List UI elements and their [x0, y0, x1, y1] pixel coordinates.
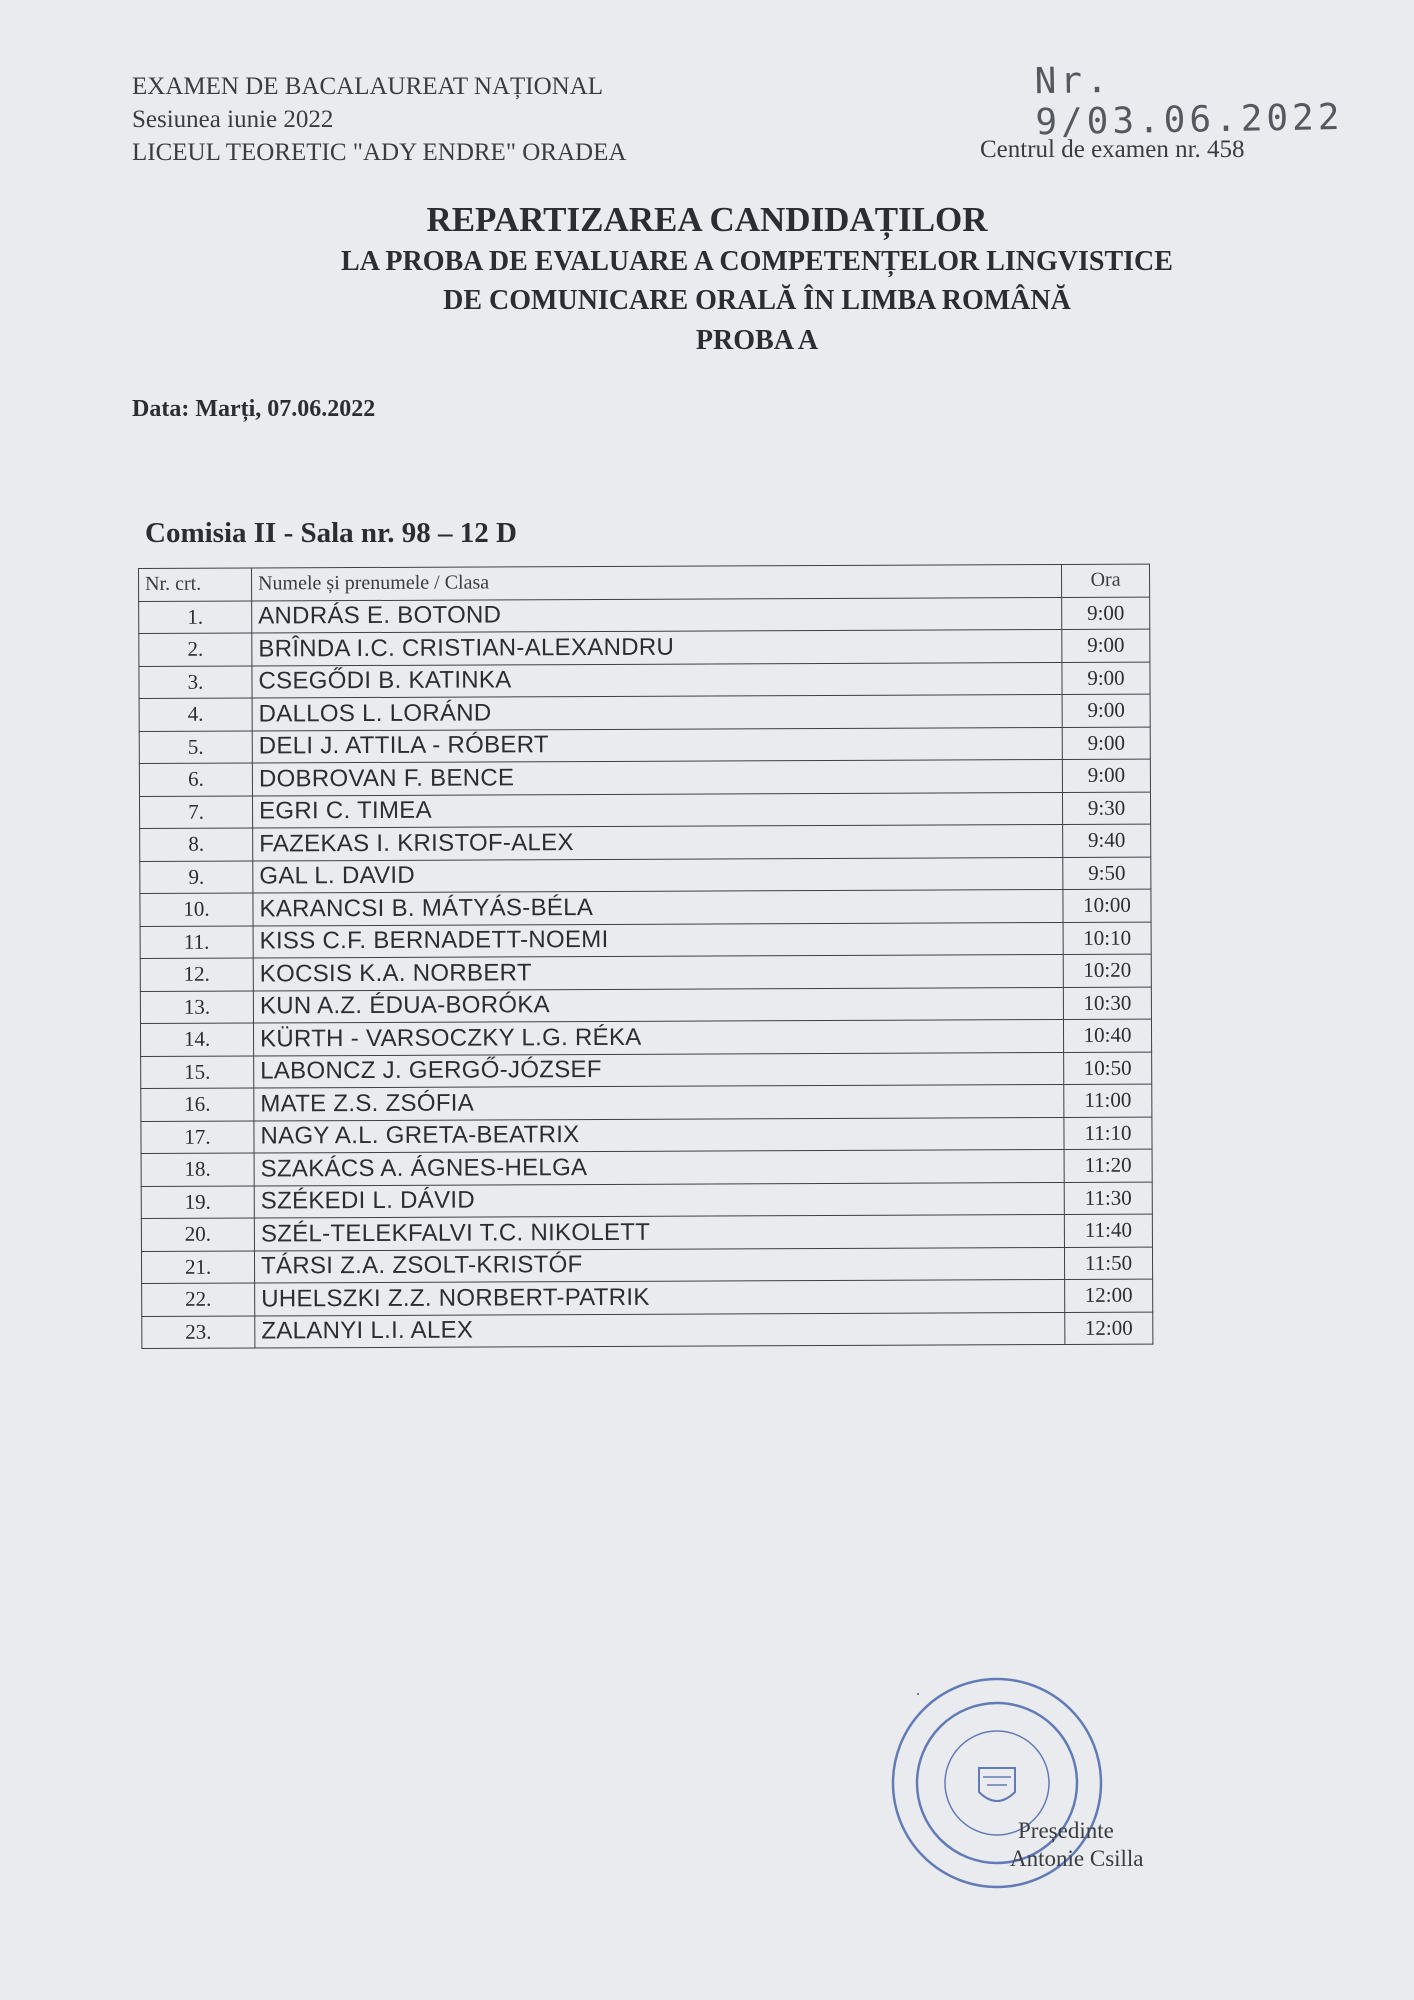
- exam-time: 10:00: [1063, 889, 1151, 922]
- row-number: 14.: [140, 1023, 253, 1056]
- table-row: [142, 1279, 1153, 1316]
- exam-date: Data: Marți, 07.06.2022: [132, 396, 376, 422]
- registration-number: Nr. 9/03.06.2022: [1034, 59, 1344, 144]
- candidate-name: ANDRÁS E. BOTOND: [252, 597, 1062, 633]
- exam-time: 11:20: [1064, 1149, 1152, 1182]
- exam-title: EXAMEN DE BACALAUREAT NAȚIONAL: [132, 73, 604, 100]
- exam-time: 9:00: [1062, 727, 1150, 760]
- candidate-name: SZÉKEDI L. DÁVID: [254, 1182, 1064, 1218]
- row-number: 10.: [140, 893, 253, 926]
- row-number: 1.: [139, 601, 252, 634]
- exam-time: 9:50: [1063, 857, 1151, 890]
- page-subtitle-3: PROBA A: [695, 325, 819, 356]
- row-number: 18.: [141, 1153, 254, 1186]
- table-row: [139, 759, 1150, 796]
- row-number: 12.: [140, 958, 253, 991]
- table-row: [141, 1117, 1152, 1154]
- candidate-name: UHELSZKI Z.Z. NORBERT-PATRIK: [255, 1279, 1065, 1315]
- candidate-name: NAGY A.L. GRETA-BEATRIX: [254, 1117, 1064, 1153]
- table-body: [139, 597, 1153, 1349]
- candidate-name: TÁRSI Z.A. ZSOLT-KRISTÓF: [254, 1247, 1064, 1283]
- candidate-name: GAL L. DAVID: [253, 857, 1063, 893]
- exam-time: 9:30: [1062, 792, 1150, 825]
- row-number: 21.: [141, 1250, 254, 1283]
- row-number: 11.: [140, 926, 253, 959]
- row-number: 2.: [139, 633, 252, 666]
- table-header-row: [139, 564, 1150, 601]
- row-number: 17.: [141, 1120, 254, 1153]
- table-row: [141, 1149, 1152, 1186]
- col-header-name: Numele și prenumele / Clasa: [252, 564, 1062, 600]
- table-row: [139, 727, 1150, 764]
- table-row: [141, 1052, 1152, 1089]
- table-row: [139, 662, 1150, 699]
- row-number: 15.: [141, 1056, 254, 1089]
- table-row: [141, 1182, 1152, 1219]
- row-number: 7.: [139, 796, 252, 829]
- table-row: [141, 1247, 1152, 1284]
- exam-time: 10:40: [1063, 1019, 1151, 1052]
- candidate-name: KISS C.F. BERNADETT-NOEMI: [253, 922, 1063, 958]
- candidate-name: MATE Z.S. ZSÓFIA: [254, 1084, 1064, 1120]
- exam-time: 11:50: [1064, 1247, 1152, 1280]
- exam-time: 9:00: [1062, 759, 1150, 792]
- candidate-name: DALLOS L. LORÁND: [252, 694, 1062, 730]
- candidates-table: [138, 564, 1153, 1349]
- exam-time: 10:50: [1064, 1052, 1152, 1085]
- exam-center: Centrul de examen nr. 458: [980, 136, 1245, 163]
- candidate-name: SZÉL-TELEKFALVI T.C. NIKOLETT: [254, 1214, 1064, 1250]
- row-number: 13.: [140, 991, 253, 1024]
- exam-time: 10:10: [1063, 922, 1151, 955]
- table-row: [140, 987, 1151, 1024]
- exam-time: 9:00: [1062, 662, 1150, 695]
- col-header-nr: Nr. crt.: [139, 568, 252, 601]
- candidate-name: LABONCZ J. GERGŐ-JÓZSEF: [254, 1052, 1064, 1088]
- signature-role: Președinte: [1018, 1818, 1114, 1843]
- row-number: 23.: [142, 1315, 255, 1348]
- table-row: [139, 694, 1150, 731]
- candidate-name: KOCSIS K.A. NORBERT: [253, 954, 1063, 990]
- candidate-name: EGRI C. TIMEA: [252, 792, 1062, 828]
- commission-label: Comisia II - Sala nr. 98 – 12 D: [145, 517, 517, 549]
- candidate-name: KUN A.Z. ÉDUA-BORÓKA: [253, 987, 1063, 1023]
- exam-time: 12:00: [1065, 1312, 1153, 1345]
- table-row: [140, 922, 1151, 959]
- col-header-ora: Ora: [1061, 564, 1149, 597]
- row-number: 8.: [140, 828, 253, 861]
- exam-time: 9:00: [1062, 694, 1150, 727]
- exam-time: 11:40: [1064, 1214, 1152, 1247]
- page-subtitle-2: DE COMUNICARE ORALĂ ÎN LIMBA ROMÂNĂ: [443, 285, 1071, 316]
- row-number: 4.: [139, 698, 252, 731]
- row-number: 22.: [142, 1283, 255, 1316]
- exam-time: 9:00: [1062, 597, 1150, 630]
- exam-time: 11:30: [1064, 1182, 1152, 1215]
- table-row: [141, 1214, 1152, 1251]
- exam-time: 11:10: [1064, 1117, 1152, 1150]
- session-label: Sesiunea iunie 2022: [132, 106, 334, 133]
- table-row: [141, 1084, 1152, 1121]
- candidate-name: CSEGŐDI B. KATINKA: [252, 662, 1062, 698]
- candidate-name: DELI J. ATTILA - RÓBERT: [252, 727, 1062, 763]
- row-number: 3.: [139, 666, 252, 699]
- table-row: [140, 954, 1151, 991]
- exam-time: 10:30: [1063, 987, 1151, 1020]
- table-row: [139, 629, 1150, 666]
- row-number: 19.: [141, 1185, 254, 1218]
- exam-time: 12:00: [1065, 1279, 1153, 1312]
- exam-time: 9:40: [1063, 824, 1151, 857]
- exam-time: 11:00: [1064, 1084, 1152, 1117]
- table-row: [142, 1312, 1153, 1349]
- exam-time: 10:20: [1063, 954, 1151, 987]
- table-row: [140, 824, 1151, 861]
- table-row: [140, 857, 1151, 894]
- page-title: REPARTIZAREA CANDIDAȚILOR: [426, 200, 988, 239]
- candidate-name: SZAKÁCS A. ÁGNES-HELGA: [254, 1149, 1064, 1185]
- table-row: [139, 792, 1150, 829]
- signature-name: Antonie Csilla: [1010, 1846, 1144, 1871]
- exam-time: 9:00: [1062, 629, 1150, 662]
- candidate-name: DOBROVAN F. BENCE: [252, 759, 1062, 795]
- row-number: 6.: [139, 763, 252, 796]
- candidate-name: BRÎNDA I.C. CRISTIAN-ALEXANDRU: [252, 629, 1062, 665]
- school-name: LICEUL TEORETIC "ADY ENDRE" ORADEA: [132, 139, 627, 166]
- table-row: [140, 889, 1151, 926]
- candidate-name: KARANCSI B. MÁTYÁS-BÉLA: [253, 889, 1063, 925]
- candidate-name: ZALANYI L.I. ALEX: [255, 1312, 1065, 1348]
- table-row: [140, 1019, 1151, 1056]
- page-subtitle-1: LA PROBA DE EVALUARE A COMPETENȚELOR LINGVISTICE: [341, 246, 1173, 277]
- row-number: 20.: [141, 1218, 254, 1251]
- candidate-name: KÜRTH - VARSOCZKY L.G. RÉKA: [253, 1019, 1063, 1055]
- row-number: 16.: [141, 1088, 254, 1121]
- row-number: 9.: [140, 861, 253, 894]
- candidate-name: FAZEKAS I. KRISTOF-ALEX: [253, 824, 1063, 860]
- row-number: 5.: [139, 731, 252, 764]
- table-row: [139, 597, 1150, 634]
